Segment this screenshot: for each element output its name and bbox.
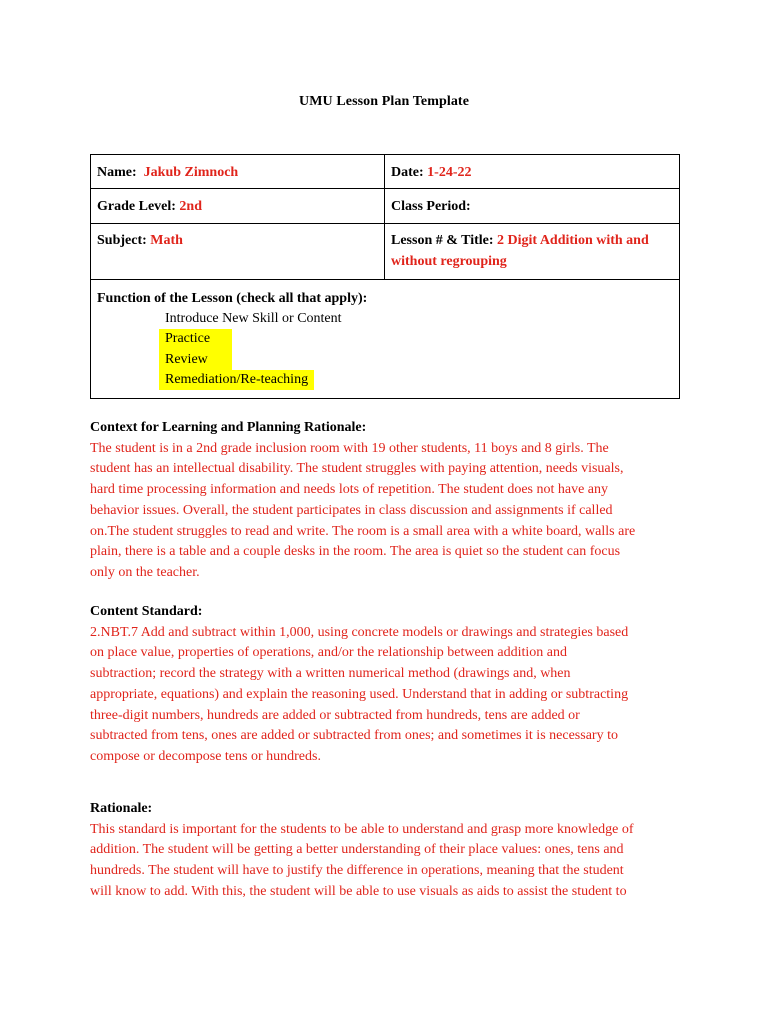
lesson-label: Lesson # & Title: [391,233,494,248]
standard-line: 2.NBT.7 Add and subtract within 1,000, using concrete models or drawings and strategies based [90,624,629,640]
context-line: plain, there is a table and a couple desks in the room. The area is quiet so the student can focus [90,544,621,560]
class-period-cell [385,189,680,224]
table-row [91,280,680,399]
function-label: Function of the Lesson (check all that apply): [97,291,368,306]
grade-label: Grade Level: [97,199,176,214]
function-item-label: Review [159,350,232,370]
rationale-line: addition. The student will be getting a better understanding of their place values: ones, tens and [90,842,624,858]
lesson-value-line1: 2 Digit Addition with and [497,233,649,248]
date-label: Date: [391,165,424,180]
table-row [91,189,680,224]
function-item-review [165,350,673,370]
context-line: The student is in a 2nd grade inclusion room with 19 other students, 11 boys and 8 girls. The [90,440,609,456]
rationale-line: will know to add. With this, the student will be able to use visuals as aids to assist the student to [90,883,627,899]
table-row [91,155,680,189]
lesson-info-table [90,154,680,399]
standard-line: subtracted from tens, ones are added or subtracted from ones; and sometimes it is necessary to [90,728,618,744]
standard-line: three-digit numbers, hundreds are added or subtracted from hundreds, tens are added or [90,707,580,723]
function-item-label: Practice [159,329,232,349]
date-cell [385,155,680,189]
function-list [97,309,673,390]
rationale-heading: Rationale: [90,801,153,816]
name-cell [91,155,385,189]
context-section [90,418,690,584]
context-line: behavior issues. Overall, the student participates in class discussion and assignments if called [90,502,613,518]
standard-line: on place value, properties of operations, and/or the relationship between addition and [90,645,568,661]
function-cell [91,280,680,399]
subject-value: Math [150,233,183,248]
content-standard-body [90,623,690,768]
content-standard-heading: Content Standard: [90,604,203,619]
context-line: student has an intellectual disability. The student struggles with paying attention, needs visuals, [90,461,624,477]
rationale-body [90,820,690,903]
subject-cell [91,224,385,280]
lesson-value-line2: without regrouping [391,254,507,269]
date-value: 1-24-22 [427,165,472,180]
function-item-label: Remediation/Re-teaching [159,370,314,390]
grade-value: 2nd [179,199,202,214]
context-heading: Context for Learning and Planning Rationale: [90,420,367,435]
context-line: hard time processing information and needs lots of repetition. The student does not have any [90,482,609,498]
page-title: UMU Lesson Plan Template [298,94,470,109]
context-line: only on the teacher. [90,564,200,580]
function-item-label: Introduce New Skill or Content [165,311,342,326]
function-item-remediation [165,370,673,390]
class-period-label: Class Period: [391,199,471,214]
standard-line: compose or decompose tens or hundreds. [90,748,321,764]
standard-line: appropriate, equations) and explain the reasoning used. Understand that in adding or subtracting [90,686,629,702]
grade-cell [91,189,385,224]
function-item-practice [165,329,673,349]
rationale-section [90,799,690,903]
rationale-line: This standard is important for the students to be able to understand and grasp more knowledge of [90,821,634,837]
subject-label: Subject: [97,233,147,248]
standard-line: subtraction; record the strategy with a written numerical method (drawings and, when [90,666,571,682]
context-line: on.The student struggles to read and write. The room is a small area with a white board, walls are [90,523,636,539]
content-standard-section [90,602,690,768]
name-value: Jakub Zimnoch [143,165,239,180]
rationale-line: hundreds. The student will have to justify the difference in operations, meaning that the student [90,863,624,879]
name-label: Name: [97,165,137,180]
table-row [91,224,680,280]
lesson-title-cell [385,224,680,280]
function-item-introduce [165,309,673,329]
context-body [90,439,690,584]
